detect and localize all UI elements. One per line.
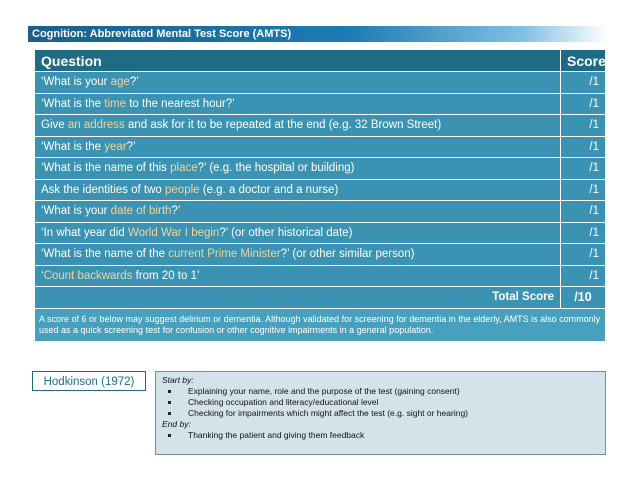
- question-cell: ‘Count backwards from 20 to 1’: [35, 265, 561, 287]
- keyword: year: [104, 140, 127, 153]
- table-row: [35, 265, 606, 287]
- question-cell: ‘In what year did World War I begin?’ (or other historical date): [35, 222, 561, 244]
- score-cell: /1: [561, 93, 606, 115]
- slide-title: Cognition: Abbreviated Mental Test Score (AMTS): [28, 26, 608, 42]
- reference-box: Hodkinson (1972): [32, 371, 146, 391]
- score-cell: /1: [561, 222, 606, 244]
- list-item: Checking occupation and literacy/educational level: [162, 397, 599, 408]
- question-cell: Ask the identities of two people (e.g. a doctor and a nurse): [35, 179, 561, 201]
- keyword: an address: [67, 119, 125, 132]
- question-header: Question: [35, 50, 561, 72]
- table-row: [35, 115, 606, 137]
- keyword: people: [165, 183, 200, 196]
- table-header-row: [35, 50, 606, 72]
- keyword: age: [110, 76, 130, 89]
- total-row: [35, 287, 606, 309]
- table-row: [35, 72, 606, 94]
- score-cell: /1: [561, 136, 606, 158]
- note-text: A score of 6 or below may suggest delirium or dementia. Although validated for screening for dementia in the elderly, AMTS is also commonly used as a quick screening test for confusion or other cognitive impairments in a general population.: [35, 308, 606, 341]
- keyword: time: [104, 97, 127, 110]
- keyword: Count backwards: [43, 269, 133, 282]
- score-cell: /1: [561, 158, 606, 180]
- list-item: Thanking the patient and giving them feedback: [162, 430, 599, 441]
- score-cell: /1: [561, 244, 606, 266]
- end-heading: End by:: [162, 419, 191, 429]
- list-item: Explaining your name, role and the purpose of the test (gaining consent): [162, 386, 599, 397]
- score-cell: /1: [561, 201, 606, 223]
- score-header: Score: [561, 50, 606, 72]
- keyword: place: [170, 162, 198, 175]
- keyword: World War I begin: [127, 226, 220, 239]
- score-cell: /1: [561, 265, 606, 287]
- score-cell: /1: [561, 179, 606, 201]
- list-item: Checking for impairments which might affect the test (e.g. sight or hearing): [162, 408, 599, 419]
- table-row: [35, 201, 606, 223]
- question-cell: ‘What is your age?’: [35, 72, 561, 94]
- amts-table: [34, 49, 606, 342]
- table-row: [35, 158, 606, 180]
- table-row: [35, 136, 606, 158]
- question-cell: ‘What is your date of birth?’: [35, 201, 561, 223]
- table-row: [35, 222, 606, 244]
- question-cell: ‘What is the name of the current Prime Minister?’ (or other similar person): [35, 244, 561, 266]
- score-cell: /1: [561, 115, 606, 137]
- question-cell: ‘What is the name of this place?’ (e.g. the hospital or building): [35, 158, 561, 180]
- question-cell: Give an address and ask for it to be repeated at the end (e.g. 32 Brown Street): [35, 115, 561, 137]
- note-row: [35, 308, 606, 341]
- score-cell: /1: [561, 72, 606, 94]
- total-value: /10: [561, 287, 606, 309]
- start-heading: Start by:: [162, 375, 194, 385]
- question-cell: ‘What is the time to the nearest hour?’: [35, 93, 561, 115]
- start-list: [162, 386, 599, 419]
- total-label: Total Score: [35, 287, 561, 309]
- table-row: [35, 93, 606, 115]
- table-row: [35, 179, 606, 201]
- question-cell: ‘What is the year?’: [35, 136, 561, 158]
- end-list: [162, 430, 599, 441]
- keyword: current Prime Minister: [168, 248, 281, 261]
- keyword: date of birth: [110, 205, 172, 218]
- instructions-box: [155, 371, 606, 455]
- table-row: [35, 244, 606, 266]
